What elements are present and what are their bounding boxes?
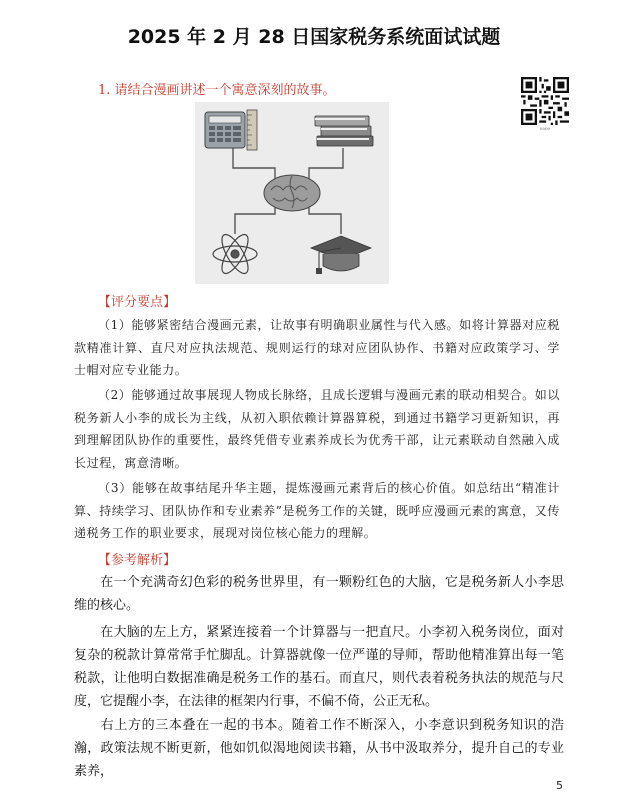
scoring-point: （2）能够通过故事展现人物成长脉络，且成长逻辑与漫画元素的联动相契合。如以税务新人小李的成长为主线，从初入职依赖计算器算税，到通过书籍学习更新知识，再到理解团队协作的重要性，最终凭借专业素养成长为优秀干部，让元素联动自然融入成长过程，寓意清晰。 (74, 388, 560, 470)
question-text: 1. 请结合漫画讲述一个寓意深刻的故事。 (98, 83, 336, 98)
scoring-point: （3）能够在故事结尾升华主题，提炼漫画元素背后的核心价值。如总结出“精准计算、持续学习、团队协作和专业素养”是税务工作的关键，既呼应漫画元素的寓意，又传递税务工作的职业要求，展现对岗位核心能力的理解。 (74, 481, 560, 540)
cartoon-illustration (195, 102, 389, 284)
scoring-point: （1）能够紧密结合漫画元素，让故事有明确职业属性与代入感。如将计算器对应税款精准计算、直尺对应执法规范、规则运行的球对应团队协作、书籍对应政策学习、学士帽对应专业能力。 (74, 318, 560, 377)
qr-caption: 0000 (539, 126, 551, 131)
calculator-icon (205, 110, 257, 150)
page-title: 2025 年 2 月 28 日国家税务系统面试试题 (127, 26, 501, 48)
analysis-paragraph: 右上方的三本叠在一起的书本。随着工作不断深入，小李意识到税务知识的浩瀚，政策法规不断更新，他如饥似渴地阅读书籍，从书中汲取养分，提升自己的专业素养， (74, 718, 564, 779)
books-icon (315, 116, 373, 146)
analysis-heading: 【参考解析】 (98, 553, 177, 568)
brain-icon (264, 175, 320, 211)
qr-code-icon[interactable] (521, 77, 569, 125)
scoring-heading: 【评分要点】 (98, 295, 177, 310)
analysis-paragraph: 在大脑的左上方，紧紧连接着一个计算器与一把直尺。小李初入税务岗位，面对复杂的税款计算常常手忙脚乱。计算器就像一位严谨的导师，帮助他精准算出每一笔税款，让他明白数据准确是税务工作的基石。而直尺，则代表着税务执法的规范与尺度，它提醒小李，在法律的框架内行事，不偏不倚，公正无私。 (74, 625, 564, 709)
analysis-paragraph: 在一个充满奇幻色彩的税务世界里，有一颗粉红色的大脑，它是税务新人小李思维的核心。 (74, 575, 564, 613)
page-number: 5 (556, 779, 563, 792)
